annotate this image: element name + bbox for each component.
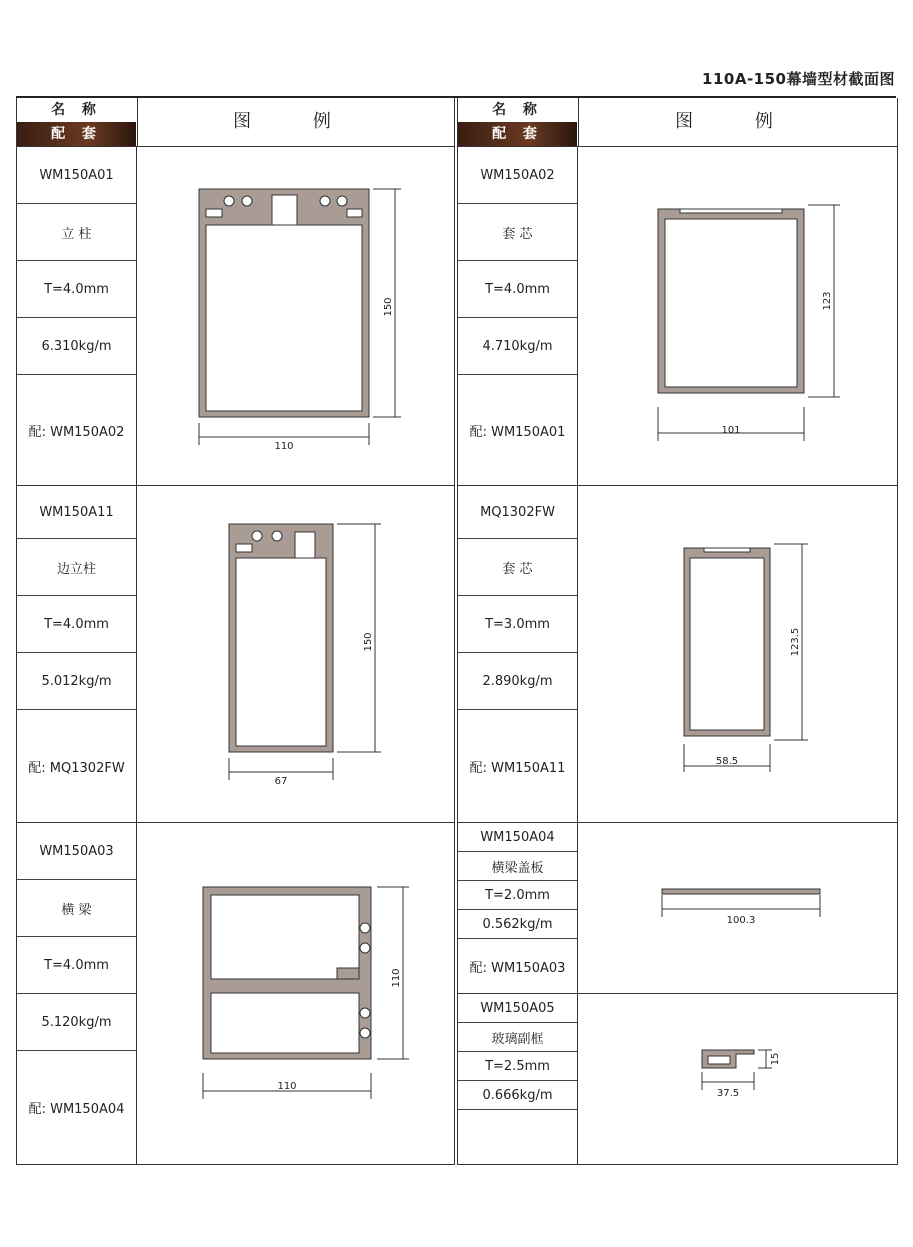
profile-drawing: [137, 823, 454, 1164]
profile-drawing: [578, 147, 897, 485]
profile-thickness: T=4.0mm: [17, 937, 136, 994]
profile-code: WM150A01: [17, 147, 136, 204]
column-profile-svg: [137, 147, 453, 485]
profile-row: [17, 823, 454, 1164]
profile-code: WM150A02: [458, 147, 577, 204]
profile-name: 横 梁: [17, 880, 136, 937]
profile-name: 立 柱: [17, 204, 136, 261]
page-title: 110A-150幕墙型材截面图: [702, 70, 895, 88]
dim-width: 67: [274, 776, 288, 787]
profile-weight: 0.666kg/m: [458, 1081, 577, 1110]
profile-code: WM150A04: [458, 823, 577, 852]
profile-weight: 2.890kg/m: [458, 653, 577, 710]
profile-weight: 4.710kg/m: [458, 318, 577, 375]
profile-labels: [458, 994, 578, 1164]
dim-width: 110: [277, 1081, 297, 1092]
profile-match: 配: WM150A11: [469, 760, 566, 776]
profile-labels: [458, 486, 578, 822]
transom-profile-svg: [137, 823, 453, 1164]
left-table: [16, 98, 455, 1165]
profile-weight: 5.120kg/m: [17, 994, 136, 1051]
profile-drawing: [578, 823, 897, 993]
core2-profile-svg: [578, 486, 896, 822]
dim-height: 150: [363, 632, 374, 652]
profile-row: [17, 486, 454, 823]
profile-row: [458, 823, 897, 994]
left-table-header: [17, 98, 454, 147]
profile-row: [458, 994, 897, 1164]
profile-labels: [17, 823, 137, 1164]
profile-thickness: T=4.0mm: [17, 596, 136, 653]
dim-width: 100.3: [726, 915, 756, 926]
right-table: [457, 98, 898, 1165]
profile-match: 配: WM150A02: [28, 424, 125, 440]
profile-weight: 6.310kg/m: [17, 318, 136, 375]
dim-width: 58.5: [715, 756, 739, 767]
profile-thickness: T=3.0mm: [458, 596, 577, 653]
header-peitao: 配 套: [458, 122, 577, 146]
profile-code: WM150A03: [17, 823, 136, 880]
profile-code: MQ1302FW: [458, 486, 577, 539]
edge-column-profile-svg: [137, 486, 453, 822]
profile-labels: [458, 823, 578, 993]
right-table-header: [458, 98, 897, 147]
dim-height: 123.5: [790, 627, 801, 657]
dim-height: 123: [822, 291, 833, 311]
column-inner: [206, 225, 362, 411]
profile-match: 配: WM150A01: [469, 424, 566, 440]
profile-code: WM150A11: [17, 486, 136, 539]
profile-match: 配: WM150A03: [469, 960, 566, 976]
profile-weight: 5.012kg/m: [17, 653, 136, 710]
profile-name: 横梁盖板: [458, 852, 577, 881]
profile-drawing: [137, 486, 454, 822]
profile-drawing: [137, 147, 454, 485]
header-peitao: 配 套: [17, 122, 136, 146]
dim-width: 101: [721, 425, 741, 436]
cover-plate-section: [662, 889, 820, 894]
profile-name: 套 芯: [458, 204, 577, 261]
profile-row: [17, 147, 454, 486]
profile-weight: 0.562kg/m: [458, 910, 577, 939]
profile-thickness: T=4.0mm: [458, 261, 577, 318]
profile-drawing: [578, 486, 897, 822]
profile-row: [458, 486, 897, 823]
profile-row: [458, 147, 897, 486]
profile-thickness: T=2.5mm: [458, 1052, 577, 1081]
header-name: 名 称: [17, 98, 136, 122]
cover-plate-profile-svg: [578, 823, 896, 993]
header-legend: 图 例: [137, 98, 454, 146]
core-profile-svg: [578, 147, 896, 485]
profile-labels: [17, 147, 137, 485]
dim-width: 37.5: [716, 1088, 740, 1099]
header-name: 名 称: [458, 98, 577, 122]
header-legend: 图 例: [578, 98, 897, 146]
profile-labels: [458, 147, 578, 485]
dim-width: 110: [274, 441, 294, 452]
profile-name: 玻璃副框: [458, 1023, 577, 1052]
profile-thickness: T=2.0mm: [458, 881, 577, 910]
profile-drawing: [578, 994, 897, 1164]
profile-match-empty: [458, 1110, 577, 1164]
dim-height: 15: [770, 1052, 781, 1066]
profile-code: WM150A05: [458, 994, 577, 1023]
glass-frame-profile-svg: [578, 994, 896, 1164]
column-slot: [272, 195, 297, 225]
profile-labels: [17, 486, 137, 822]
profile-thickness: T=4.0mm: [17, 261, 136, 318]
profile-match: 配: MQ1302FW: [28, 760, 125, 776]
dim-height: 110: [391, 968, 402, 988]
dim-height: 150: [383, 297, 394, 317]
profile-name: 套 芯: [458, 539, 577, 596]
profile-name: 边立柱: [17, 539, 136, 596]
profile-match: 配: WM150A04: [28, 1102, 125, 1117]
